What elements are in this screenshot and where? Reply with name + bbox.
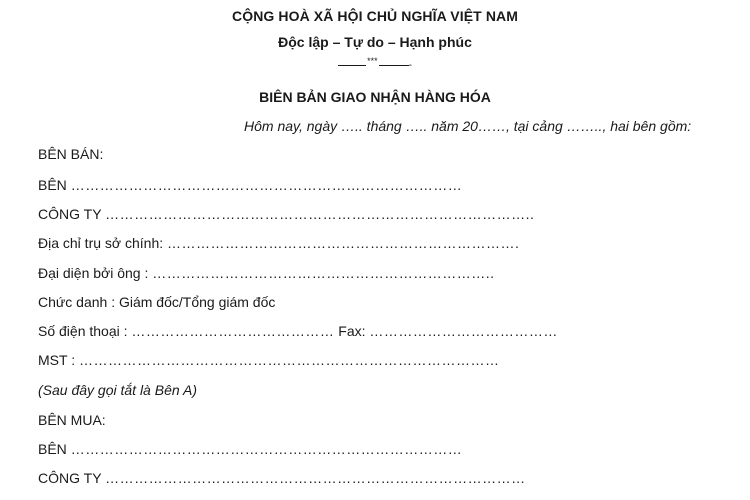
seller-party-blank: ……………………………………………………………………… [70,177,463,193]
buyer-heading: BÊN MUA: [38,412,106,428]
separator-stars: *** [367,56,378,66]
seller-phone-blank: …………………………………… [131,323,335,339]
seller-address-blank: ………………………………………………………………. [167,235,520,251]
separator-tail: - [408,60,412,71]
seller-alias: (Sau đây gọi tắt là Bên A) [38,382,198,398]
document-title: BIÊN BẢN GIAO NHẬN HÀNG HÓA [259,89,491,105]
seller-rep-field [38,265,495,281]
seller-party-field [38,177,462,193]
seller-rep-label: Đại diện bởi ông : [38,265,149,281]
national-motto: Độc lập – Tự do – Hạnh phúc [278,34,472,50]
national-title: CỘNG HOÀ XÃ HỘI CHỦ NGHĨA VIỆT NAM [232,8,518,24]
seller-address-label: Địa chỉ trụ sở chính: [38,235,164,251]
seller-phone-field [38,323,558,339]
seller-company-blank: …………………………………………………………………………….. [105,206,535,222]
party-fields [38,0,738,500]
seller-heading: BÊN BÁN: [38,146,104,162]
buyer-company-label: CÔNG TY [38,470,102,486]
seller-position-field: Chức danh : Giám đốc/Tổng giám đốc [38,294,276,310]
buyer-party-label: BÊN [38,441,67,457]
seller-party-label: BÊN [38,177,67,193]
seller-rep-blank: …………………………………………………………….. [152,265,495,281]
seller-tax-field [38,352,499,368]
seller-tax-blank: …………………………………………………………………………… [78,352,500,368]
seller-address-field [38,235,519,251]
seller-tax-label: MST : [38,352,76,368]
seller-fax-label: Fax: [338,323,366,339]
buyer-party-blank: ……………………………………………………………………… [70,441,463,457]
seller-fax-blank: ………………………………… [369,323,558,339]
seller-phone-label: Số điện thoại : [38,323,128,339]
buyer-company-blank: …………………………………………………………………………… [105,470,526,486]
seller-company-label: CÔNG TY [38,206,102,222]
intro-line: Hôm nay, ngày ….. tháng ….. năm 20……, tại cảng …….., hai bên gồm: [244,118,692,134]
seller-company-field [38,206,534,222]
buyer-party-field [38,441,462,457]
buyer-company-field [38,470,526,486]
